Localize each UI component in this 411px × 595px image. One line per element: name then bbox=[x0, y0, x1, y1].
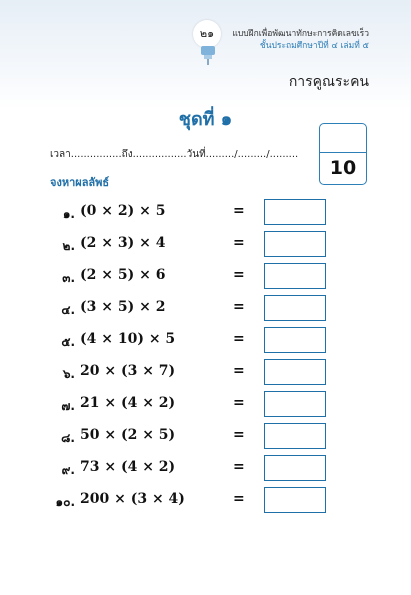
answer-box[interactable] bbox=[264, 327, 326, 353]
score-box[interactable] bbox=[319, 123, 367, 185]
problem-expression: 73 × (4 × 2) bbox=[80, 459, 176, 475]
problem-expression: 20 × (3 × 7) bbox=[80, 363, 176, 379]
problem-row bbox=[0, 296, 411, 328]
problem-row bbox=[0, 488, 411, 520]
answer-box[interactable] bbox=[264, 199, 326, 225]
problem-number: ๑๐. bbox=[55, 495, 75, 509]
problem-number: ๙. bbox=[61, 463, 75, 477]
problem-number: ๖. bbox=[62, 367, 75, 381]
set-title: ชุดที่ ๑ bbox=[178, 109, 233, 130]
problem-number: ๓. bbox=[62, 271, 75, 285]
answer-box[interactable] bbox=[264, 455, 326, 481]
problem-row bbox=[0, 232, 411, 264]
problem-number: ๕. bbox=[61, 335, 75, 349]
problem-row bbox=[0, 200, 411, 232]
score-total: 10 bbox=[329, 157, 357, 179]
grade-volume: ชั้นประถมศึกษาปีที่ ๔ เล่มที่ ๕ bbox=[259, 41, 369, 51]
problem-row bbox=[0, 264, 411, 296]
score-divider bbox=[320, 152, 366, 153]
problem-number: ๘. bbox=[61, 431, 75, 445]
time-date-line: เวลา................ถึง.................วันที่........./........./......... bbox=[50, 149, 299, 160]
page-number-badge: ๒๑ bbox=[193, 20, 221, 48]
answer-box[interactable] bbox=[264, 359, 326, 385]
section-title: การคูณระคน bbox=[288, 74, 369, 90]
problem-row bbox=[0, 360, 411, 392]
problem-expression: (2 × 3) × 4 bbox=[80, 235, 166, 251]
problem-expression: (3 × 5) × 2 bbox=[80, 299, 166, 315]
equals-sign: = bbox=[233, 427, 245, 443]
problem-row bbox=[0, 424, 411, 456]
problem-row bbox=[0, 392, 411, 424]
problem-expression: 21 × (4 × 2) bbox=[80, 395, 176, 411]
answer-box[interactable] bbox=[264, 295, 326, 321]
problem-expression: 50 × (2 × 5) bbox=[80, 427, 176, 443]
equals-sign: = bbox=[233, 331, 245, 347]
problem-number: ๒. bbox=[62, 239, 75, 253]
problem-expression: (2 × 5) × 6 bbox=[80, 267, 166, 283]
problem-number: ๗. bbox=[61, 399, 75, 413]
equals-sign: = bbox=[233, 235, 245, 251]
equals-sign: = bbox=[233, 363, 245, 379]
equals-sign: = bbox=[233, 267, 245, 283]
answer-box[interactable] bbox=[264, 263, 326, 289]
problem-row bbox=[0, 456, 411, 488]
pushpin-icon bbox=[198, 44, 218, 66]
book-title: แบบฝึกเพื่อพัฒนาทักษะการคิดเลขเร็ว bbox=[232, 29, 369, 39]
answer-box[interactable] bbox=[264, 487, 326, 513]
problem-expression: 200 × (3 × 4) bbox=[80, 491, 185, 507]
answer-box[interactable] bbox=[264, 391, 326, 417]
problem-number: ๔. bbox=[61, 303, 75, 317]
instruction: จงหาผลลัพธ์ bbox=[50, 176, 110, 189]
equals-sign: = bbox=[233, 395, 245, 411]
equals-sign: = bbox=[233, 299, 245, 315]
problem-expression: (4 × 10) × 5 bbox=[80, 331, 176, 347]
problem-row bbox=[0, 328, 411, 360]
equals-sign: = bbox=[233, 203, 245, 219]
answer-box[interactable] bbox=[264, 231, 326, 257]
answer-box[interactable] bbox=[264, 423, 326, 449]
problem-expression: (0 × 2) × 5 bbox=[80, 203, 166, 219]
equals-sign: = bbox=[233, 459, 245, 475]
problem-number: ๑. bbox=[62, 207, 75, 221]
equals-sign: = bbox=[233, 491, 245, 507]
